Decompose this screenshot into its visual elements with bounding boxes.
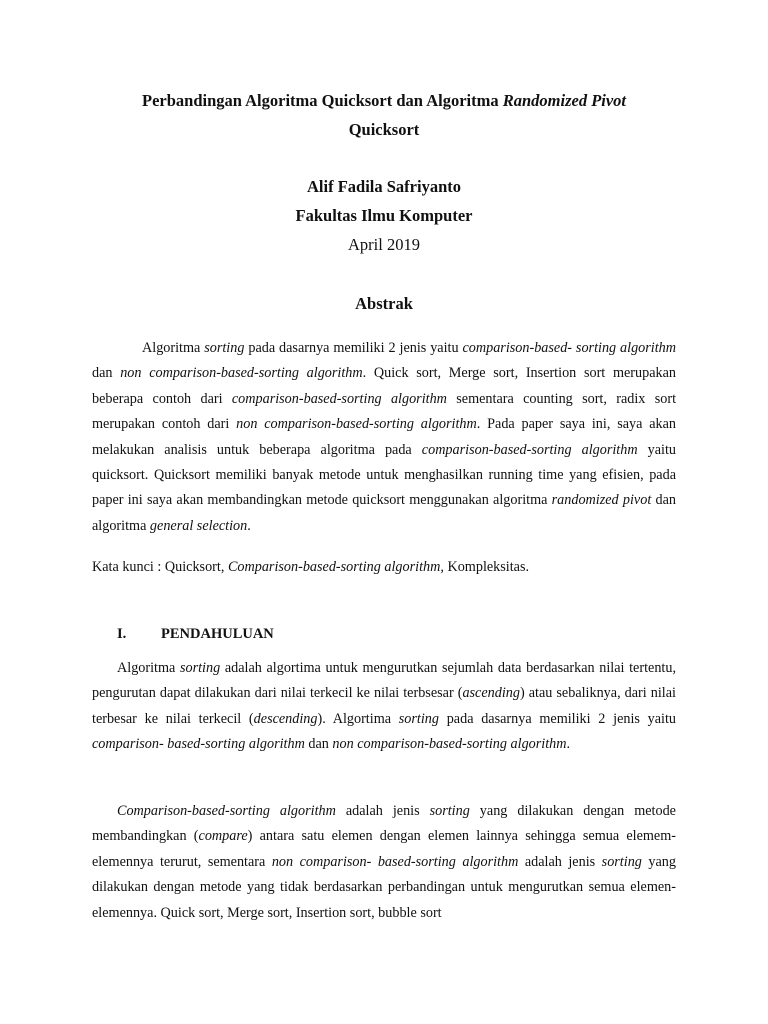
italic-text: non comparison-based-sorting algorithm xyxy=(332,736,567,753)
text-run: pada dasarnya memiliki 2 jenis yaitu xyxy=(244,340,463,356)
italic-text: Comparison-based-sorting algorithm, xyxy=(227,559,444,575)
author-name: Alif Fadila Safriyanto xyxy=(306,177,461,196)
text-run: dan xyxy=(92,365,121,382)
italic-text: ascending xyxy=(462,685,520,702)
title-part-1: Perbandingan Algoritma Quicksort dan Algoritma xyxy=(141,91,503,110)
affiliation: Fakultas Ilmu Komputer xyxy=(295,206,473,225)
italic-text: sorting xyxy=(398,710,439,727)
text-run: ) atau sebaliknya, dari nilai terbesar ke nilai terkecil ( xyxy=(92,685,676,727)
italic-text: non comparison-based-sorting algorithm xyxy=(120,365,363,382)
title-italic: Randomized Pivot xyxy=(502,91,627,110)
italic-text: sorting xyxy=(429,803,470,819)
section-title: PENDAHULUAN xyxy=(161,626,274,642)
text-run: adalah jenis xyxy=(518,853,602,870)
italic-text: comparison-based- sorting algorithm xyxy=(462,340,677,356)
text-run: dan algoritma xyxy=(92,492,676,534)
section-heading xyxy=(117,622,274,646)
text-run: Kompleksitas. xyxy=(443,559,530,575)
text-run: ). Algortima xyxy=(317,710,399,727)
text-run: Algoritma xyxy=(142,340,205,356)
text-run: adalah jenis xyxy=(335,803,430,819)
italic-text: non comparison- based-sorting algorithm xyxy=(271,853,519,870)
abstract-text xyxy=(92,336,676,539)
italic-text: randomized pivot xyxy=(551,492,652,509)
date: April 2019 xyxy=(348,235,420,254)
text-run: . xyxy=(566,736,571,753)
text-run: yang dilakukan dengan metode yang tidak berdasarkan perbandingan untuk mengurutkan semua elemen-elemennya. Quick sort, Merge sort, Insertion sort, bubble sort xyxy=(92,853,676,921)
italic-text: Comparison-based-sorting algorithm xyxy=(117,803,336,819)
italic-text: descending xyxy=(253,710,318,727)
text-run: . xyxy=(247,517,251,534)
text-run: Algoritma xyxy=(117,660,180,676)
text-run: pada dasarnya memiliki 2 jenis yaitu xyxy=(438,710,677,727)
italic-text: sorting xyxy=(179,660,221,676)
italic-text: comparison-based-sorting algorithm xyxy=(231,390,447,407)
keywords xyxy=(92,555,529,580)
text-run: yang dilakukan dengan metode membandingkan ( xyxy=(92,803,676,845)
text-run: . Pada paper saya ini, saya akan melakukan analisis untuk beberapa algoritma pada xyxy=(92,416,676,458)
text-run: dan xyxy=(304,736,333,753)
paper-title xyxy=(60,86,708,144)
intro-paragraph-2 xyxy=(92,799,676,926)
italic-text: non comparison-based-sorting algorithm xyxy=(236,416,477,433)
italic-text: compare xyxy=(198,828,248,845)
italic-text: comparison- based-sorting algorithm xyxy=(92,736,305,753)
abstract-heading: Abstrak xyxy=(355,294,413,313)
text-run: sementara counting sort, radix sort merupakan contoh dari xyxy=(92,390,677,433)
italic-text: sorting xyxy=(601,853,642,870)
italic-text: general selection xyxy=(149,517,248,534)
section-number: I. xyxy=(117,626,127,642)
text-run: adalah algortima untuk mengurutkan sejumlah data berdasarkan nilai tertentu, pengurutan dapat dilakukan dari nilai terkecil ke nilai terbsesar ( xyxy=(92,660,676,702)
italic-text: comparison-based-sorting algorithm xyxy=(421,441,638,458)
text-run: . Quick sort, Merge sort, Insertion sort merupakan beberapa contoh dari xyxy=(92,365,676,407)
text-run: yaitu quicksort. Quicksort memiliki banyak metode untuk menghasilkan running time yang efisien, pada paper ini saya akan membandingkan metode quicksort menggunakan algoritma xyxy=(92,441,677,509)
intro-paragraph-1 xyxy=(92,656,676,758)
title-part-2: Quicksort xyxy=(348,120,420,139)
text-run: ) antara satu elemen dengan elemen lainnya sehingga semua elemem-elemennya terurut, sementara xyxy=(92,828,676,870)
italic-text: sorting xyxy=(204,340,245,356)
text-run: Kata kunci : Quicksort, xyxy=(92,559,228,575)
